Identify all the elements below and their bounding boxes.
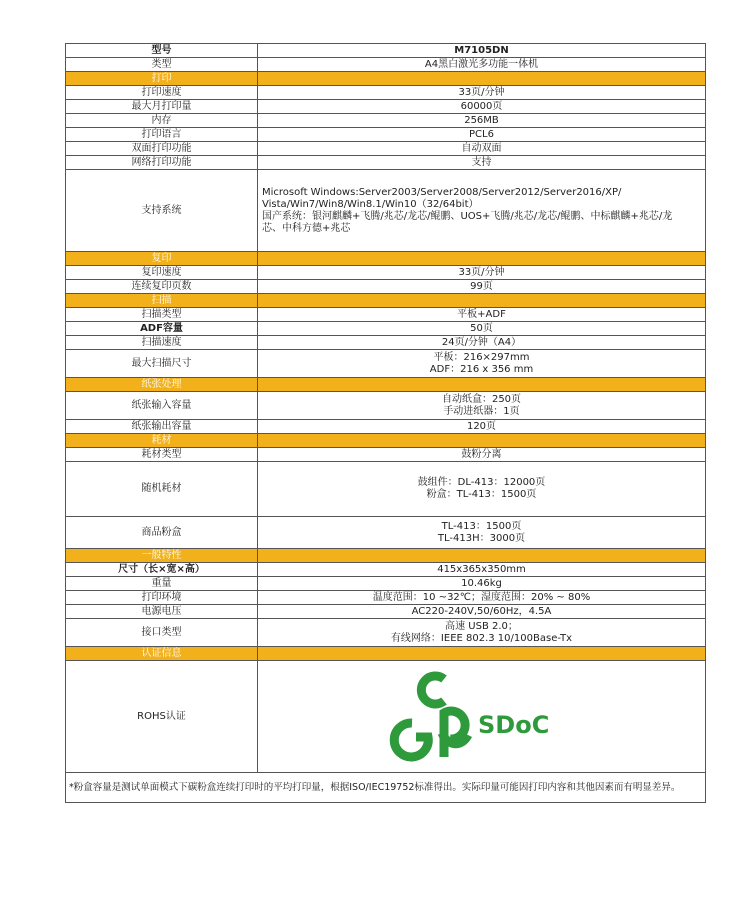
row-power [66,605,706,619]
row-paper-in [66,392,706,420]
row-dimension [66,563,706,577]
value-bundled [258,462,706,517]
row-network [66,156,706,170]
value-scan-type: 平板+ADF [258,308,706,322]
label-weight: 重量 [66,577,258,591]
section-scan [66,294,706,308]
label-scan-type: 扫描类型 [66,308,258,322]
value-paper-out: 120页 [258,420,706,434]
section-consumable-label: 耗材 [66,434,258,448]
row-toner [66,517,706,549]
scan-size-line: ADF：216 x 356 mm [429,363,534,375]
value-duplex: 自动双面 [258,142,706,156]
bundled-line: 粉盒：TL-413：1500页 [426,489,537,500]
row-paper-out [66,420,706,434]
value-copy-pages: 99页 [258,280,706,294]
label-type: 类型 [66,58,258,72]
spec-table [65,43,706,803]
row-copy-pages [66,280,706,294]
value-os [258,170,706,252]
row-weight [66,577,706,591]
value-power: AC220-240V,50/60Hz，4.5A [258,605,706,619]
label-power: 电源电压 [66,605,258,619]
label-bundled: 随机耗材 [66,462,258,517]
row-bundled [66,462,706,517]
value-network: 支持 [258,156,706,170]
row-duplex [66,142,706,156]
section-copy-label: 复印 [66,252,258,266]
section-general [66,549,706,563]
label-print-lang: 打印语言 [66,128,258,142]
label-scan-speed: 扫描速度 [66,336,258,350]
label-dimension: 尺寸（长×宽×高） [66,563,258,577]
label-paper-in: 纸张输入容量 [66,392,258,420]
section-scan-label: 扫描 [66,294,258,308]
section-paper [66,378,706,392]
value-print-lang: PCL6 [258,128,706,142]
os-line: Vista/Win7/Win8/Win8.1/Win10（32/64bit） [262,198,479,210]
label-copy-speed: 复印速度 [66,266,258,280]
label-model: 型号 [66,44,258,58]
value-type: A4黑白激光多功能一体机 [258,58,706,72]
value-adf: 50页 [258,322,706,336]
footnote: *粉盒容量是测试单面模式下碳粉盒连续打印时的平均打印量，根据ISO/IEC19752标准得出。实际印量可能因打印内容和其他因素而有明显差异。 [66,773,706,803]
cert-logo-cell [258,661,706,773]
section-cert-label: 认证信息 [66,647,258,661]
os-line: 芯、中科方德+兆芯 [262,222,351,234]
gp-mark-icon [394,676,468,757]
scan-size-line: 平板：216×297mm [433,351,530,363]
section-general-label: 一般特性 [66,549,258,563]
value-env: 温度范围：10 ~32℃；湿度范围：20% ~ 80% [258,591,706,605]
value-paper-in [258,392,706,420]
section-paper-label: 纸张处理 [66,378,258,392]
section-print-label: 打印 [66,72,258,86]
section-consumable [66,434,706,448]
section-cert [66,647,706,661]
row-interface [66,619,706,647]
value-weight: 10.46kg [258,577,706,591]
row-footnote [66,773,706,803]
label-copy-pages: 连续复印页数 [66,280,258,294]
row-rohs [66,661,706,773]
label-network: 网络打印功能 [66,156,258,170]
interface-line: 有线网络：IEEE 802.3 10/100Base-Tx [390,632,573,644]
row-scan-type [66,308,706,322]
label-cons-type: 耗材类型 [66,448,258,462]
paper-in-line: 手动进纸器：1页 [443,405,520,417]
value-interface [258,619,706,647]
value-copy-speed: 33页/分钟 [258,266,706,280]
label-memory: 内存 [66,114,258,128]
row-type [66,58,706,72]
label-print-speed: 打印速度 [66,86,258,100]
row-print-speed [66,86,706,100]
row-os [66,170,706,252]
label-os: 支持系统 [66,170,258,252]
toner-line: TL-413H：3000页 [437,532,526,544]
row-adf [66,322,706,336]
value-model: M7105DN [258,44,706,58]
value-print-speed: 33页/分钟 [258,86,706,100]
toner-line: TL-413：1500页 [441,520,522,532]
label-env: 打印环境 [66,591,258,605]
row-model [66,44,706,58]
row-memory [66,114,706,128]
label-adf: ADF容量 [66,322,258,336]
section-copy [66,252,706,266]
value-toner [258,517,706,549]
value-scan-speed: 24页/分钟（A4） [258,336,706,350]
row-scan-speed [66,336,706,350]
sdoc-text: SDoC [477,710,549,739]
value-cons-type: 鼓粉分离 [258,448,706,462]
section-print [66,72,706,86]
row-scan-size [66,350,706,378]
os-line: Microsoft Windows:Server2003/Server2008/Server2012/Server2016/XP/ [262,186,622,198]
value-dimension: 415x365x350mm [258,563,706,577]
row-max-monthly [66,100,706,114]
interface-line: 高速 USB 2.0； [445,620,518,632]
os-line: 国产系统：银河麒麟+飞腾/兆芯/龙芯/鲲鹏、UOS+飞腾/兆芯/龙芯/鲲鹏、中标麒麟+兆芯/龙 [262,210,673,222]
label-toner: 商品粉盒 [66,517,258,549]
label-interface: 接口类型 [66,619,258,647]
value-memory: 256MB [258,114,706,128]
row-env [66,591,706,605]
label-rohs: ROHS认证 [66,661,258,773]
bundled-line: 鼓组件：DL-413：12000页 [417,477,546,488]
label-paper-out: 纸张输出容量 [66,420,258,434]
row-print-lang [66,128,706,142]
row-cons-type [66,448,706,462]
paper-in-line: 自动纸盒：250页 [441,393,522,405]
label-scan-size: 最大扫描尺寸 [66,350,258,378]
value-scan-size [258,350,706,378]
gp-sdoc-logo [382,665,582,765]
label-max-monthly: 最大月打印量 [66,100,258,114]
row-copy-speed [66,266,706,280]
label-duplex: 双面打印功能 [66,142,258,156]
value-max-monthly: 60000页 [258,100,706,114]
